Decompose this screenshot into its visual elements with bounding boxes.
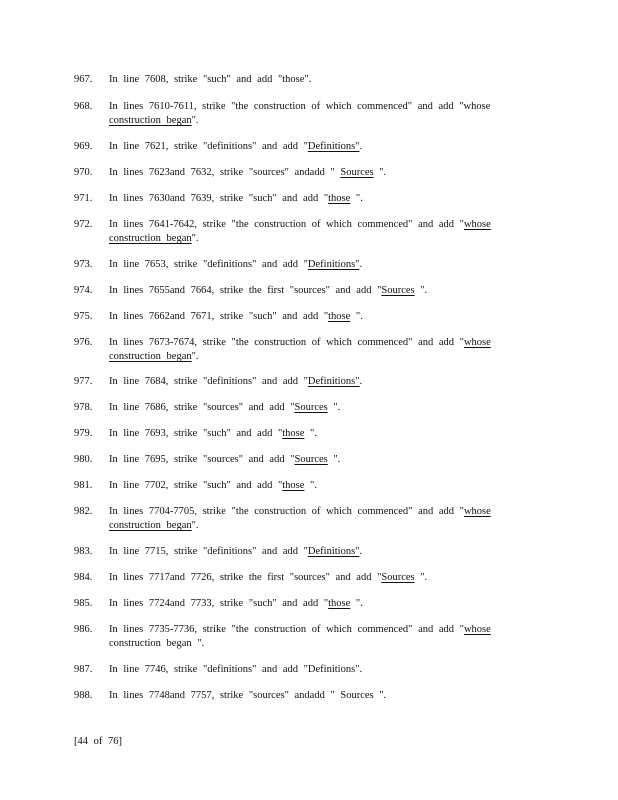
inserted-text: Definitions" [307, 546, 360, 557]
instruction-text: ". [304, 480, 317, 491]
instruction-text: ". [304, 428, 317, 439]
instruction-text: In lines 7735-7736, strike "the construction of which commenced" and add " [109, 624, 464, 635]
amendment-number: 986. [74, 624, 93, 635]
inserted-text: Definitions" [307, 259, 360, 270]
instruction-text: . [359, 376, 363, 387]
amendment-text [109, 100, 514, 128]
amendment-number: 969. [74, 141, 93, 152]
amendment-text [109, 427, 514, 441]
amendment-text [109, 166, 514, 180]
amendment-text-line [109, 505, 514, 519]
inserted-text: whose [463, 506, 491, 517]
page-footer: [44 of 76] [74, 736, 122, 747]
inserted-text: Sources [294, 402, 328, 413]
amendment-number: 973. [74, 259, 93, 270]
inserted-text: whose [463, 337, 491, 348]
instruction-text: . [359, 259, 363, 270]
amendment-text-line [109, 453, 514, 467]
amendment-text [109, 140, 514, 154]
amendment-text [109, 663, 514, 677]
amendment-text [109, 597, 514, 611]
instruction-text: ". [414, 285, 428, 296]
instruction-text: construction began ". [109, 638, 205, 649]
amendment-number: 974. [74, 285, 93, 296]
amendment-text-line [109, 623, 514, 637]
amendment-text [109, 284, 514, 298]
instruction-text: In line 7693, strike "such" and add " [109, 428, 283, 439]
amendment-text-line [109, 479, 514, 493]
amendment-number: 984. [74, 572, 93, 583]
instruction-text: In lines 7641-7642, strike "the construction of which commenced" and add " [109, 219, 464, 230]
instruction-text: ". [327, 402, 341, 413]
amendment-text-line [109, 637, 514, 651]
instruction-text: ". [191, 233, 199, 244]
amendment-number: 987. [74, 664, 93, 675]
amendment-text-line [109, 232, 514, 246]
amendment-text-line [109, 100, 514, 114]
amendment-text [109, 192, 514, 206]
amendment-text [109, 218, 514, 246]
amendment-text-line [109, 597, 514, 611]
amendment-text [109, 258, 514, 272]
instruction-text: In line 7653, strike "definitions" and add " [109, 259, 308, 270]
instruction-text: In lines 7630and 7639, strike "such" and add " [109, 193, 329, 204]
amendment-text-line [109, 401, 514, 415]
instruction-text: In line 7715, strike "definitions" and add " [109, 546, 308, 557]
amendment-text [109, 545, 514, 559]
inserted-text: those [328, 193, 351, 204]
instruction-text: . [359, 141, 363, 152]
amendment-number: 970. [74, 167, 93, 178]
inserted-text: construction began [109, 115, 192, 126]
amendment-number: 976. [74, 337, 93, 348]
instruction-text: ". [191, 115, 199, 126]
inserted-text: Definitions" [307, 376, 360, 387]
amendment-text [109, 479, 514, 493]
amendment-text-line [109, 258, 514, 272]
amendment-text [109, 73, 514, 87]
amendment-text-line [109, 689, 514, 703]
amendment-text [109, 689, 514, 703]
inserted-text: Sources [381, 285, 415, 296]
instruction-text: In lines 7662and 7671, strike "such" and add " [109, 311, 329, 322]
amendment-text-line [109, 284, 514, 298]
amendment-number: 972. [74, 219, 93, 230]
amendment-text-line [109, 427, 514, 441]
instruction-text: ". [414, 572, 428, 583]
instruction-text: In lines 7673-7674, strike "the construction of which commenced" and add " [109, 337, 464, 348]
instruction-text: In line 7686, strike "sources" and add " [109, 402, 295, 413]
amendment-text [109, 505, 514, 533]
inserted-text: Definitions" [307, 141, 360, 152]
inserted-text: whose [463, 219, 491, 230]
inserted-text: construction began [109, 233, 192, 244]
amendment-number: 967. [74, 74, 93, 85]
amendment-text [109, 336, 514, 364]
instruction-text: ". [350, 193, 363, 204]
amendment-text-line [109, 545, 514, 559]
instruction-text: In lines 7655and 7664, strike the first "sources" and add " [109, 285, 382, 296]
amendment-number: 968. [74, 101, 93, 112]
instruction-text: In line 7608, strike "such" and add "those". [109, 74, 312, 85]
amendment-number: 981. [74, 480, 93, 491]
instruction-text: ". [373, 167, 387, 178]
amendment-text-line [109, 519, 514, 533]
amendment-text [109, 375, 514, 389]
amendment-text-line [109, 571, 514, 585]
inserted-text: construction began [109, 351, 192, 362]
amendment-number: 982. [74, 506, 93, 517]
amendment-text-line [109, 114, 514, 128]
instruction-text: In lines 7717and 7726, strike the first "sources" and add " [109, 572, 382, 583]
amendment-text [109, 623, 514, 651]
instruction-text: In lines 7623and 7632, strike "sources" andadd " [109, 167, 341, 178]
inserted-text: those [328, 311, 351, 322]
amendment-number: 975. [74, 311, 93, 322]
amendment-text-line [109, 350, 514, 364]
amendment-text-line [109, 663, 514, 677]
amendment-text-line [109, 310, 514, 324]
instruction-text: In line 7702, strike "such" and add " [109, 480, 283, 491]
amendment-text [109, 401, 514, 415]
instruction-text: In lines 7704-7705, strike "the construction of which commenced" and add " [109, 506, 464, 517]
amendment-text [109, 310, 514, 324]
amendment-number: 980. [74, 454, 93, 465]
instruction-text: . [359, 546, 363, 557]
amendment-number: 988. [74, 690, 93, 701]
instruction-text: In line 7695, strike "sources" and add " [109, 454, 295, 465]
instruction-text: In lines 7724and 7733, strike "such" and add " [109, 598, 329, 609]
inserted-text: Sources [381, 572, 415, 583]
amendment-text-line [109, 375, 514, 389]
amendment-text-line [109, 218, 514, 232]
amendment-number: 971. [74, 193, 93, 204]
instruction-text: In lines 7610-7611, strike "the construction of which commenced" and add "whose [109, 101, 491, 112]
instruction-text: ". [350, 311, 363, 322]
amendment-text-line [109, 192, 514, 206]
amendment-number: 983. [74, 546, 93, 557]
inserted-text: those [282, 480, 305, 491]
instruction-text: ". [191, 351, 199, 362]
instruction-text: ". [191, 520, 199, 531]
amendment-text-line [109, 73, 514, 87]
amendment-text-line [109, 166, 514, 180]
amendment-text [109, 571, 514, 585]
inserted-text: those [328, 598, 351, 609]
inserted-text: Sources [340, 167, 374, 178]
instruction-text: ". [350, 598, 363, 609]
inserted-text: those [282, 428, 305, 439]
amendment-number: 978. [74, 402, 93, 413]
instruction-text: In line 7621, strike "definitions" and add " [109, 141, 308, 152]
amendment-number: 977. [74, 376, 93, 387]
inserted-text: whose [463, 624, 491, 635]
inserted-text: Sources [294, 454, 328, 465]
amendment-number: 985. [74, 598, 93, 609]
amendment-text-line [109, 140, 514, 154]
instruction-text: In line 7684, strike "definitions" and add " [109, 376, 308, 387]
amendment-text [109, 453, 514, 467]
instruction-text: In line 7746, strike "definitions" and add "Definitions". [109, 664, 363, 675]
amendment-number: 979. [74, 428, 93, 439]
amendment-text-line [109, 336, 514, 350]
inserted-text: construction began [109, 520, 192, 531]
instruction-text: ". [327, 454, 341, 465]
instruction-text: In lines 7748and 7757, strike "sources" andadd " Sources ". [109, 690, 387, 701]
